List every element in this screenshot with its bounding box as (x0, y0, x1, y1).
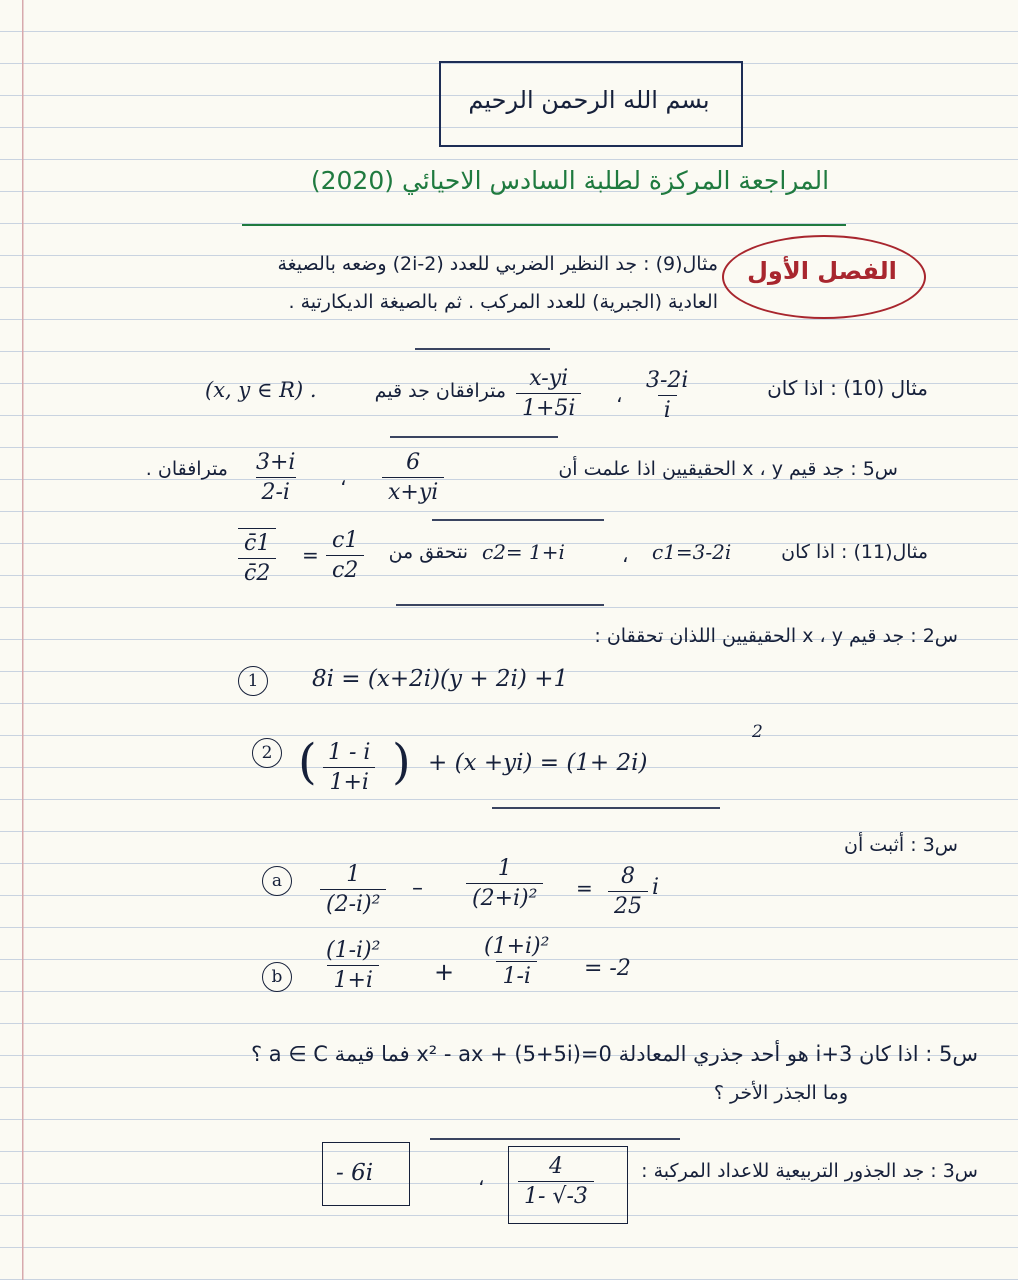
minus-sign: – (412, 876, 423, 901)
item-letter-a: a (262, 866, 292, 896)
example-9-line-1: مثال(9) : جد النظير الضربي للعدد (2-2i) وضعه بالصيغة (277, 253, 718, 275)
q5a-fraction-2: $\frac{3+i}{2-i}$ (256, 450, 296, 505)
divider (432, 519, 604, 521)
open-paren: ( (298, 734, 317, 790)
close-paren: ) (392, 734, 411, 790)
question-2-equation-1: 8i = (x+2i)(y + 2i) +1 (312, 666, 569, 692)
q3b-fraction: $\frac{4}{1- √-3}$ (518, 1154, 594, 1209)
example-11-label: مثال(11) : اذا كان (781, 541, 928, 563)
question-3b-label: س3 : جد الجذور التربيعية للاعداد المركبة : (641, 1160, 978, 1182)
question-5b-line-2: وما الجذر الأخر ؟ (713, 1082, 848, 1104)
exponent: 2 (752, 722, 763, 742)
q2-fraction: $\frac{1 - i}{1+i}$ (322, 740, 376, 795)
plus-sign: + (434, 958, 455, 986)
q3a-fraction-1: $\frac{1}{\text{(2-i)²}}$ (320, 862, 386, 917)
ex10-fraction-2: $\frac{x-yi}{1+5i}$ (516, 366, 581, 421)
ex11-rhs-fraction: $\frac{c1}{c2}$ (326, 528, 364, 583)
comma: ، (340, 466, 347, 490)
example-11-c1: c1=3-2i (652, 540, 732, 564)
q3b-fraction-1: $\frac{\text{(1-i)²}}{1+i}$ (326, 938, 381, 993)
example-10-label: مثال (10) : اذا كان (767, 376, 928, 400)
question-2-equation-2: + (x +yi) = (1+ 2i) (428, 750, 648, 776)
item-letter-b: b (262, 962, 292, 992)
question-2-label: س2 : جد قيم x ، y الحقيقيين اللذان تحققان : (594, 625, 958, 647)
q3b-box-value: - 6i (336, 1160, 374, 1186)
item-number-1: 1 (238, 666, 268, 696)
question-3-label: س3 : أثبت أن (843, 834, 958, 856)
equals-sign: = (576, 876, 593, 900)
ex10-fraction-1: $\frac{3-2i}{i}$ (646, 368, 689, 423)
comma: ، (622, 543, 629, 567)
comma: ، (478, 1166, 485, 1190)
example-9-line-2: العادية (الجبرية) للعدد المركب . ثم بالصيغة الديكارتية . (288, 291, 718, 313)
ex11-lhs-fraction: $\frac{c̄1}{c̄2}$ (238, 528, 276, 586)
example-11-c2: c2= 1+i (482, 540, 565, 564)
page-title: المراجعة المركزة لطلبة السادس الاحيائي (2020) (310, 166, 830, 195)
basmala: بسم الله الرحمن الرحيم (468, 86, 710, 114)
q3a-result: $\frac{8}{25}$ (608, 864, 648, 919)
q3b-result: = -2 (584, 956, 631, 981)
q3b-fraction-2: $\frac{\text{(1+i)²}}{1-i}$ (484, 934, 550, 989)
q3a-fraction-2: $\frac{1}{\text{(2+i)²}}$ (466, 856, 543, 911)
question-5b-line-1: س5 : اذا كان 3+i هو أحد جذري المعادلة x² - ax + (5+5i)=0 فما قيمة a ∈ C ؟ (250, 1042, 978, 1066)
divider (396, 604, 604, 606)
comma: ، (616, 383, 623, 407)
example-10-tail: (x, y ∈ R) . (205, 378, 317, 402)
title-underline (242, 224, 846, 226)
item-number-2: 2 (252, 738, 282, 768)
example-10-middle: مترافقان جد قيم (374, 380, 506, 402)
divider (390, 436, 558, 438)
chapter-label: الفصل الأول (747, 257, 897, 285)
question-5a-tail: مترافقان . (145, 458, 228, 480)
divider (492, 807, 720, 809)
divider (415, 348, 550, 350)
question-5a-label: س5 : جد قيم x ، y الحقيقيين اذا علمت أن (558, 458, 898, 480)
imaginary-unit: i (652, 875, 660, 900)
divider (430, 1138, 680, 1140)
example-11-middle: نتحقق من (388, 541, 468, 563)
equals-sign: = (302, 543, 319, 567)
q5a-fraction-1: $\frac{6}{x+yi}$ (382, 450, 444, 505)
